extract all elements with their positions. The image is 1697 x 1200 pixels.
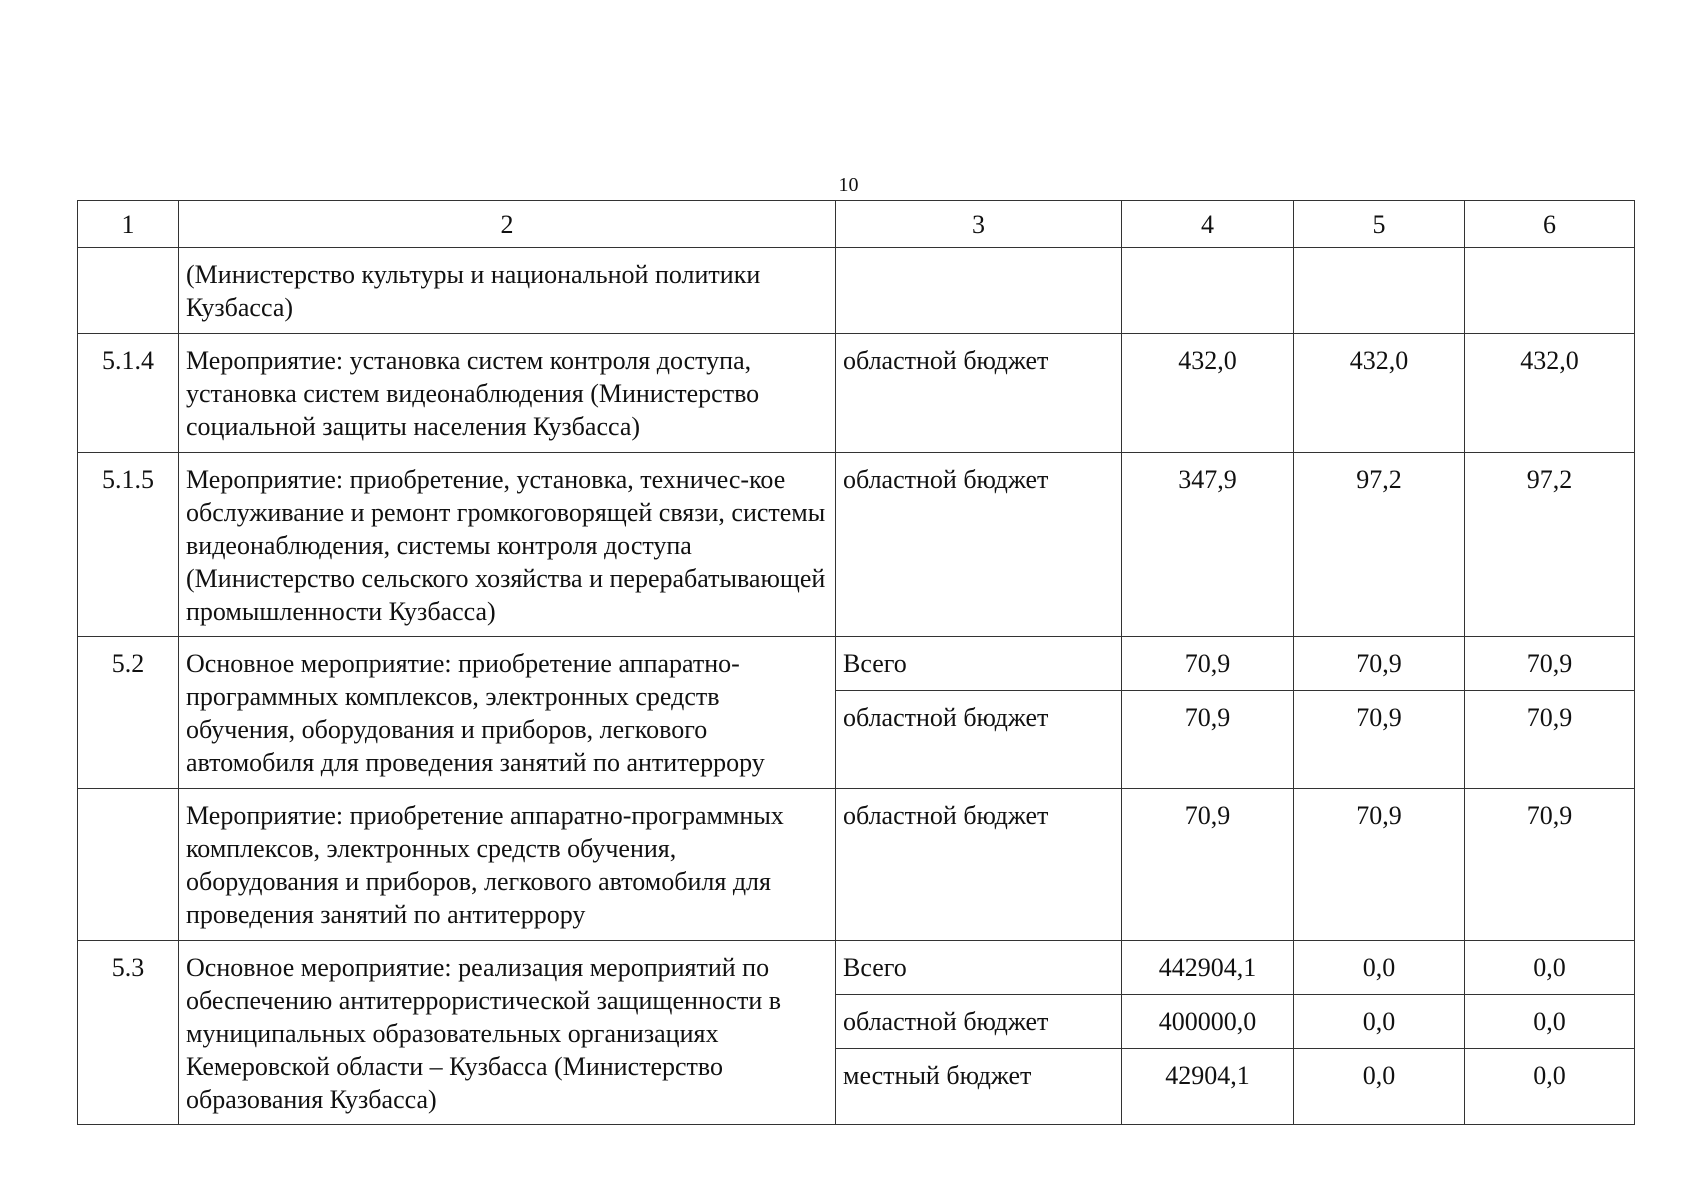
row-description: Основное мероприятие: приобретение аппаратно-программных комплексов, электронных средств обучения, оборудования и приборов, легкового автомобиля для проведения занятий по антитеррору [179, 637, 836, 789]
value-col5: 0,0 [1294, 941, 1465, 995]
value-col5: 97,2 [1294, 453, 1465, 637]
row-code: 5.2 [78, 637, 179, 789]
funding-source: местный бюджет [836, 1049, 1122, 1125]
funding-source: Всего [836, 637, 1122, 691]
column-header: 5 [1294, 201, 1465, 248]
row-code [78, 248, 179, 334]
value-col4: 400000,0 [1122, 995, 1294, 1049]
budget-table [77, 200, 1635, 1125]
table-row [78, 453, 1635, 637]
funding-source: Всего [836, 941, 1122, 995]
value-col5 [1294, 248, 1465, 334]
value-col6: 0,0 [1465, 995, 1635, 1049]
value-col4: 432,0 [1122, 334, 1294, 453]
funding-source: областной бюджет [836, 691, 1122, 789]
value-col5: 70,9 [1294, 691, 1465, 789]
row-description: (Министерство культуры и национальной политики Кузбасса) [179, 248, 836, 334]
row-code [78, 789, 179, 941]
value-col4: 70,9 [1122, 637, 1294, 691]
value-col4: 70,9 [1122, 691, 1294, 789]
header-row [78, 201, 1635, 248]
table-row [78, 248, 1635, 334]
column-header: 3 [836, 201, 1122, 248]
value-col6: 70,9 [1465, 691, 1635, 789]
row-description: Мероприятие: приобретение, установка, техничес-кое обслуживание и ремонт громкоговорящей связи, системы видеонаблюдения, системы контроля доступа (Министерство сельского хозяйства и перерабатывающей промышленности Кузбасса) [179, 453, 836, 637]
row-code: 5.1.5 [78, 453, 179, 637]
row-description: Основное мероприятие: реализация мероприятий по обеспечению антитеррористической защищенности в муниципальных образовательных организациях Кемеровской области – Кузбасса (Министерство образования Кузбасса) [179, 941, 836, 1125]
value-col6: 70,9 [1465, 637, 1635, 691]
row-code: 5.1.4 [78, 334, 179, 453]
value-col5: 432,0 [1294, 334, 1465, 453]
row-description: Мероприятие: приобретение аппаратно-программных комплексов, электронных средств обучения, оборудования и приборов, легкового автомобиля для проведения занятий по антитеррору [179, 789, 836, 941]
funding-source: областной бюджет [836, 453, 1122, 637]
table-row [78, 941, 1635, 995]
row-description: Мероприятие: установка систем контроля доступа, установка систем видеонаблюдения (Министерство социальной защиты населения Кузбасса) [179, 334, 836, 453]
table-row [78, 789, 1635, 941]
value-col5: 70,9 [1294, 789, 1465, 941]
column-header: 4 [1122, 201, 1294, 248]
column-header: 2 [179, 201, 836, 248]
value-col5: 0,0 [1294, 995, 1465, 1049]
value-col5: 0,0 [1294, 1049, 1465, 1125]
value-col6: 97,2 [1465, 453, 1635, 637]
funding-source [836, 248, 1122, 334]
funding-source: областной бюджет [836, 995, 1122, 1049]
value-col5: 70,9 [1294, 637, 1465, 691]
value-col6: 0,0 [1465, 941, 1635, 995]
value-col6: 432,0 [1465, 334, 1635, 453]
table-row [78, 637, 1635, 691]
funding-source: областной бюджет [836, 334, 1122, 453]
value-col4 [1122, 248, 1294, 334]
value-col6: 0,0 [1465, 1049, 1635, 1125]
table-row [78, 334, 1635, 453]
value-col4: 70,9 [1122, 789, 1294, 941]
row-code: 5.3 [78, 941, 179, 1125]
page-number: 10 [838, 174, 859, 196]
value-col4: 347,9 [1122, 453, 1294, 637]
value-col6 [1465, 248, 1635, 334]
column-header: 6 [1465, 201, 1635, 248]
value-col6: 70,9 [1465, 789, 1635, 941]
value-col4: 42904,1 [1122, 1049, 1294, 1125]
value-col4: 442904,1 [1122, 941, 1294, 995]
column-header: 1 [78, 201, 179, 248]
funding-source: областной бюджет [836, 789, 1122, 941]
